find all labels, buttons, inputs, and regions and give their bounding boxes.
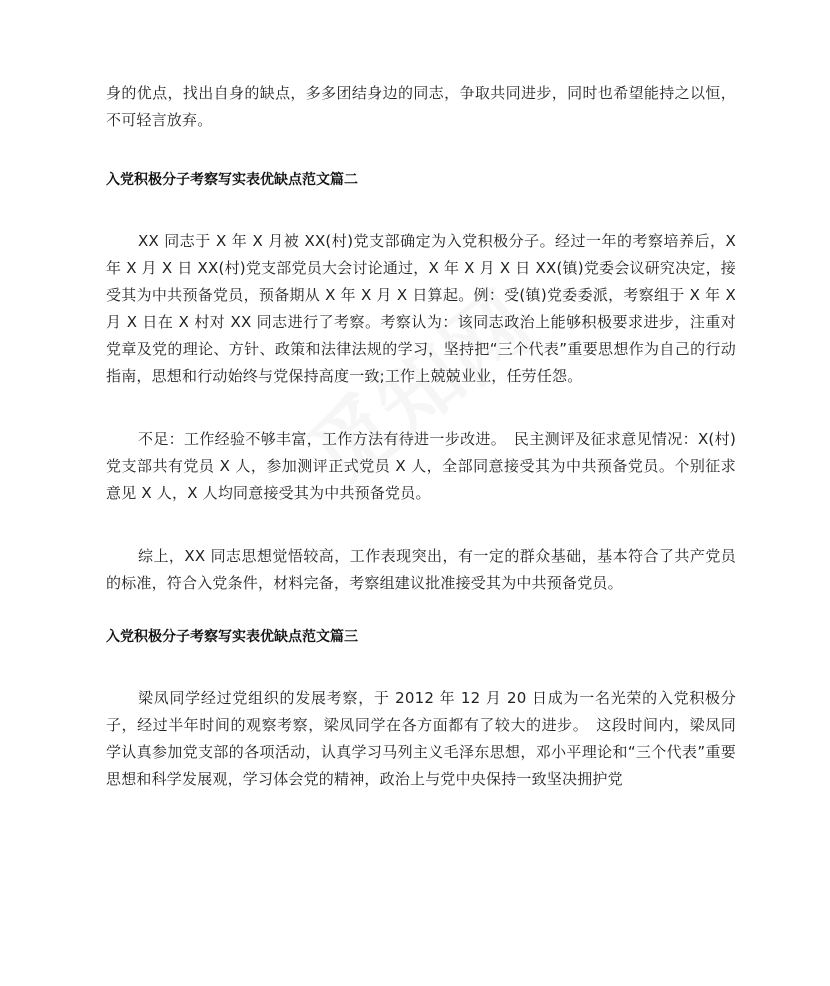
paragraph-3-1: 梁凤同学经过党组织的发展考察，于 2012 年 12 月 20 日成为一名光荣的入党积极分子，经过半年时间的观察考察，梁凤同学在各方面都有了较大的进步。 这段时间内，梁凤同学认真参加党支部的各项活动，认真学习马列主义毛泽东思想，邓小平理论和“三个代表”重要思想和科学发展观，学习体会党的精神，政治上与党中央保持一致坚决拥护党	[106, 689, 736, 788]
paragraph-2-2: 不足：工作经验不够丰富，工作方法有待进一步改进。 民主测评及征求意见情况：X(村)党支部共有党员 X 人，参加测评正式党员 X 人，全部同意接受其为中共预备党员。个别征求意见 X 人，X 人均同意接受其为中共预备党员。	[106, 430, 736, 502]
paragraph-2-1: XX 同志于 X 年 X 月被 XX(村)党支部确定为入党积极分子。经过一年的考察培养后，X 年 X 月 X 日 XX(村)党支部党员大会讨论通过，X 年 X 月 X 日 XX(镇)党委会议研究决定，接受其为中共预备党员，预备期从 X 年 X 月 X 日算起。例：受(镇)党委委派，考察组于 X 年 X 月 X 日在 X 村对 XX 同志进行了考察。考察认为：该同志政治上能够积极要求进步，注重对党章及党的理论、方针、政策和法律法规的学习，坚持把“三个代表”重要思想作为自己的行动指南，思想和行动始终与党保持高度一致;工作上兢兢业业，任劳任怨。	[106, 232, 736, 385]
section-heading-3: 入党积极分子考察写实表优缺点范文篇三	[106, 629, 358, 645]
section-heading-2: 入党积极分子考察写实表优缺点范文篇二	[106, 172, 358, 188]
paragraph-continued: 身的优点，找出自身的缺点，多多团结身边的同志，争取共同进步，同时也希望能持之以恒，不可轻言放弃。	[106, 84, 736, 129]
document-body	[106, 80, 736, 793]
paragraph-2-3: 综上，XX 同志思想觉悟较高，工作表现突出，有一定的群众基础，基本符合了共产党员的标准，符合入党条件，材料完备，考察组建议批准接受其为中共预备党员。	[106, 547, 736, 592]
